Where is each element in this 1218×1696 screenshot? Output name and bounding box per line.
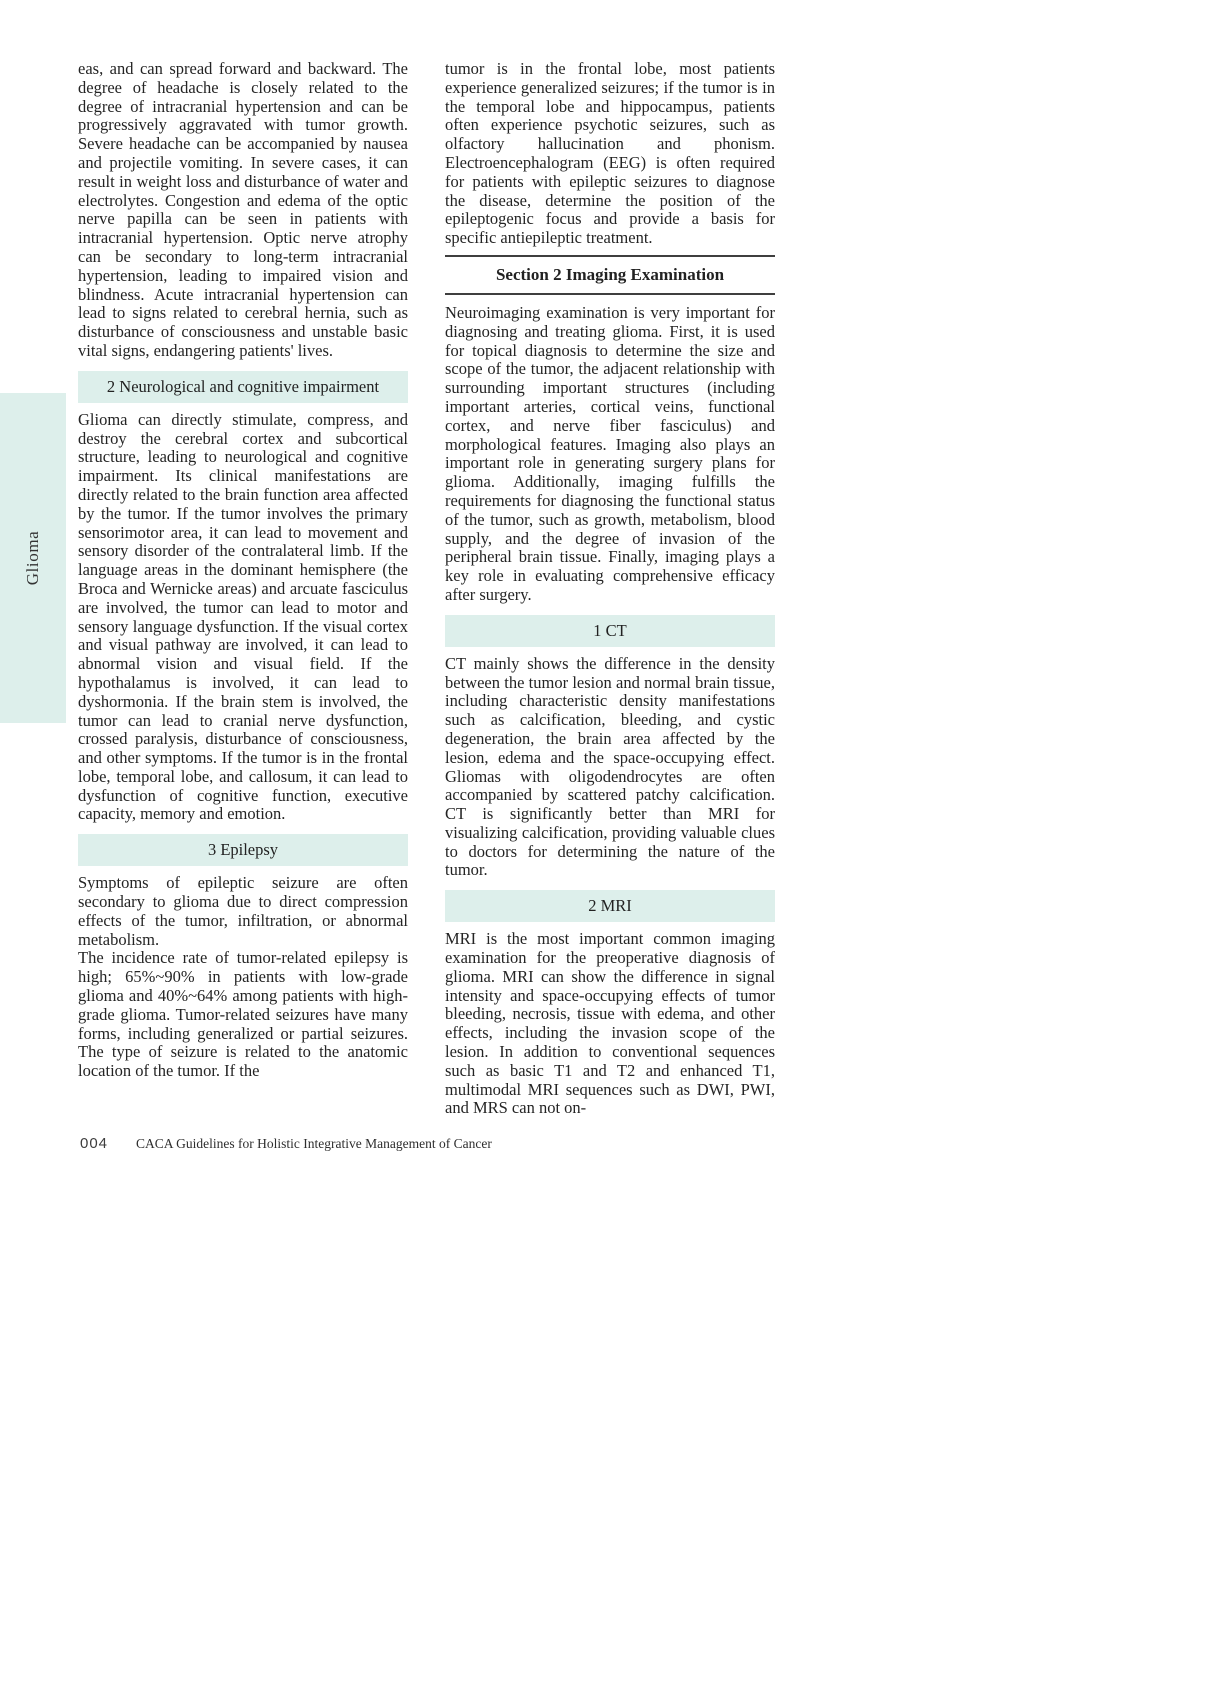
heading-ct: 1 CT (445, 615, 775, 647)
page-number: 004 (80, 1135, 109, 1152)
heading-neurological-cognitive-impairment: 2 Neurological and cognitive impairment (78, 371, 408, 403)
heading-section-2-imaging-examination: Section 2 Imaging Examination (445, 255, 775, 295)
left-column (78, 60, 408, 1081)
footer-running-title: CACA Guidelines for Holistic Integrative Management of Cancer (136, 1136, 492, 1151)
paragraph-headache-continuation: eas, and can spread forward and backward. The degree of headache is closely related to the degree of intracranial hypertension and can be progressively aggravated with tumor growth. Severe headache can be accompanied by nausea and projectile vomiting. In severe cases, it can result in weight loss and disturbance of water and electrolytes. Congestion and edema of the optic nerve papilla can be seen in patients with intracranial hypertension. Optic nerve atrophy can be secondary to long-term intracranial hypertension, leading to impaired vision and blindness. Acute intracranial hypertension can lead to signs related to cerebral hernia, such as disturbance of consciousness and unstable basic vital signs, endangering patients' lives. (78, 59, 408, 360)
chapter-edge-tab (0, 393, 66, 723)
paragraph-mri: MRI is the most important common imaging examination for the preoperative diagnosis of glioma. MRI can show the difference in signal intensity and space-occupying effects of tumor bleeding, necrosis, tissue with edema, and other effects, including the invasion scope of the lesion. In addition to conventional sequences such as basic T1 and T2 and enhanced T1, multimodal MRI sequences such as DWI, PWI, and MRS can not on- (445, 929, 775, 1118)
paragraph-neurological: Glioma can directly stimulate, compress, and destroy the cerebral cortex and subcortical structure, leading to neurological and cognitive impairment. Its clinical manifestations are directly related to the brain function area affected by the tumor. If the tumor involves the primary sensorimotor area, it can lead to movement and sensory disorder of the contralateral limb. If the language areas in the dominant hemisphere (the Broca and Wernicke areas) and arcuate fasciculus are involved, the tumor can lead to motor and sensory language dysfunction. If the visual cortex and visual pathway are involved, it can lead to abnormal vision and visual field. If the hypothalamus is involved, it can lead to dyshormonia. If the brain stem is involved, the tumor can lead to cranial nerve dysfunction, crossed paralysis, disturbance of consciousness, and other symptoms. If the tumor is in the frontal lobe, temporal lobe, and callosum, it can lead to dysfunction of cognitive function, executive capacity, memory and emotion. (78, 409, 408, 824)
paragraph-neuroimaging: Neuroimaging examination is very important for diagnosing and treating glioma. First, it is used for topical diagnosis to determine the size and scope of the tumor, the adjacent relationship with surrounding important structures (including important arteries, cortical veins, functional cortex, and nerve fiber fasciculus) and morphological features. Imaging also plays an important role in generating surgery plans for glioma. Additionally, imaging fulfills the requirements for diagnosing the functional status of the tumor, such as growth, metabolism, blood supply, and the degree of invasion of the peripheral brain tissue. Finally, imaging plays a key role in evaluating comprehensive efficacy after surgery. (445, 302, 775, 604)
paragraph-epilepsy-symptoms: Symptoms of epileptic seizure are often secondary to glioma due to direct compression effects of the tumor, infiltration, or abnormal metabolism. (78, 873, 408, 949)
paragraph-ct: CT mainly shows the difference in the density between the tumor lesion and normal brain tissue, including characteristic density manifestations such as calcification, bleeding, and cystic degeneration, the brain area affected by the lesion, edema and the space-occupying effect. Gliomas with oligodendrocytes are often accompanied by scattered patchy calcification. CT is significantly better than MRI for visualizing calcification, providing valuable clues to doctors for determining the nature of the tumor. (445, 653, 775, 880)
chapter-tab-label: Glioma (23, 530, 42, 586)
heading-mri: 2 MRI (445, 890, 775, 922)
page-footer (80, 1135, 492, 1152)
heading-epilepsy: 3 Epilepsy (78, 834, 408, 866)
right-column (445, 60, 775, 1118)
paragraph-epilepsy-incidence: The incidence rate of tumor-related epilepsy is high; 65%~90% in patients with low-grade glioma and 40%~64% among patients with high-grade glioma. Tumor-related seizures have many forms, including generalized or partial seizures. The type of seizure is related to the anatomic location of the tumor. If the (78, 948, 408, 1081)
paragraph-seizure-continuation: tumor is in the frontal lobe, most patients experience generalized seizures; if the tumor is in the temporal lobe and hippocampus, patients often experience psychotic seizures, such as olfactory hallucination and phonism. Electroencephalogram (EEG) is often required for patients with epileptic seizures to diagnose the disease, determine the position of the epileptogenic focus and provide a basis for specific antiepileptic treatment. (445, 59, 775, 248)
